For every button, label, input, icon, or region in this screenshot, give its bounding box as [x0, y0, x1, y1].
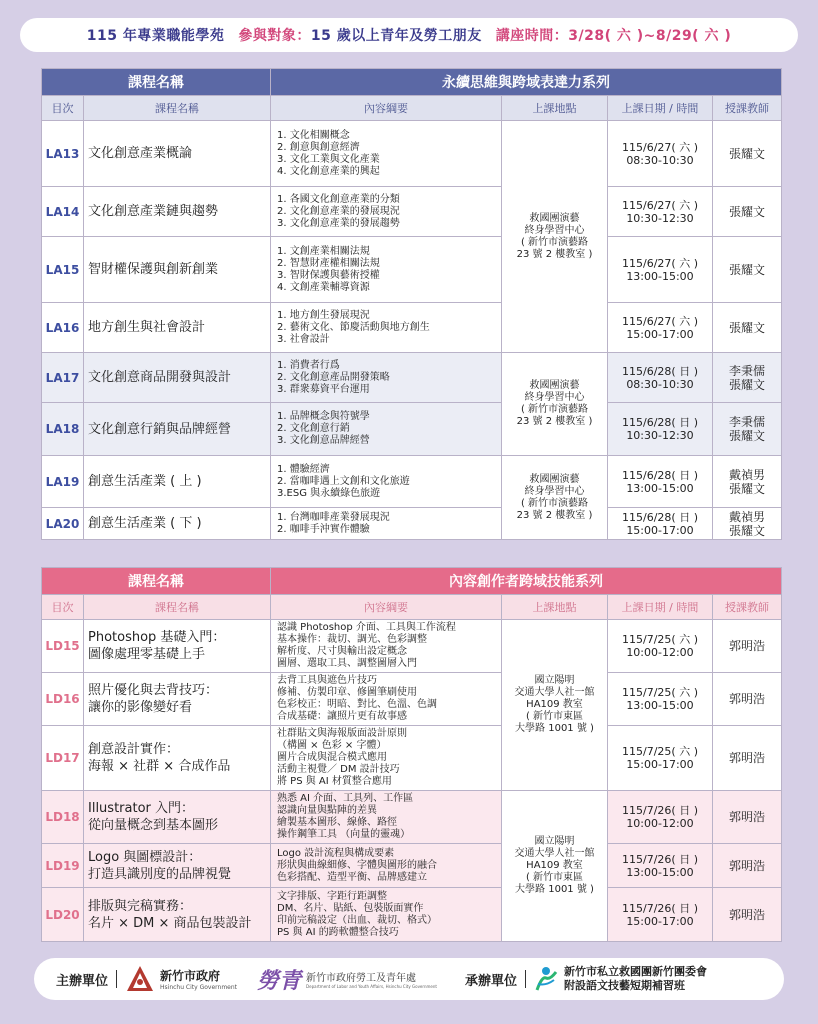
- text-line: 從向量概念到基本圖形: [88, 818, 219, 833]
- course-teacher: 郭明浩: [713, 620, 782, 673]
- course-table-sustainability: [41, 68, 782, 540]
- course-title: 文化創意產業鏈與趨勢: [84, 187, 271, 237]
- text-line: 23 號 2 樓教室 ): [516, 509, 593, 521]
- course-table-content-creator: [41, 567, 782, 942]
- text-line: 張耀文: [728, 146, 765, 161]
- col-index: 目次: [42, 595, 84, 620]
- course-title: 文化創意產業概論: [84, 121, 271, 187]
- text-line: ( 新竹市東區: [525, 711, 584, 722]
- course-datetime: [608, 187, 713, 237]
- table-row: [42, 121, 782, 187]
- course-outline: [271, 121, 502, 187]
- course-code: LD20: [42, 888, 84, 942]
- text-line: Illustrator 入門：: [88, 801, 195, 816]
- course-title: 地方創生與社會設計: [84, 303, 271, 353]
- text-line: 活動主視覺／ DM 設計技巧: [277, 764, 400, 775]
- text-line: Logo 與圖標設計：: [88, 849, 202, 865]
- text-line: 3. 文化工業與文化產業: [277, 153, 380, 165]
- text-line: 圖片合成與混合模式應用: [277, 752, 387, 763]
- course-title: 文化創意行銷與品牌經營: [84, 403, 271, 456]
- course-location: [502, 791, 608, 942]
- course-title: [84, 726, 271, 791]
- text-line: 1. 地方創生發展現況: [277, 309, 370, 321]
- course-title: 文化創意商品開發與設計: [84, 353, 271, 403]
- course-time: 15:00-17:00: [626, 758, 694, 771]
- text-line: 2. 當咖啡遇上文創和文化旅遊: [277, 475, 410, 487]
- text-line: 創意設計實作：: [88, 742, 180, 757]
- text-line: 交通大學人社一館: [514, 848, 595, 859]
- text-line: 救國團演藝: [529, 473, 580, 485]
- text-line: 3. 群衆募資平台運用: [277, 383, 370, 395]
- table-row: [42, 508, 782, 540]
- text-line: 23 號 2 樓教室 ): [516, 248, 593, 260]
- text-line: 文字排版、字距行距調整: [277, 890, 387, 902]
- text-line: 形狀與曲線細修、字體與圖形的融合: [277, 859, 437, 871]
- text-line: 圖層、選取工具、調整圖層入門: [277, 658, 417, 669]
- text-line: 名片 × DM × 商品包裝設計: [88, 915, 252, 931]
- col-location: 上課地點: [502, 96, 608, 121]
- text-line: 印前完稿設定（出血、裁切、格式）: [277, 914, 437, 926]
- series-title: 永續思維與跨域表達力系列: [271, 69, 782, 96]
- course-datetime: [608, 121, 713, 187]
- col-course: 課程名稱: [84, 96, 271, 121]
- course-code: LD15: [42, 620, 84, 673]
- text-line: 打造具識別度的品牌視覺: [88, 866, 232, 882]
- course-outline: [271, 353, 502, 403]
- course-title: 智財權保護與創新創業: [84, 237, 271, 303]
- text-line: PS 與 AI 的跨軟體整合技巧: [277, 926, 399, 938]
- text-line: 4. 文創產業輔導資源: [277, 281, 370, 293]
- text-line: 2. 創意與創意經濟: [277, 141, 360, 153]
- text-line: Photoshop 基礎入門：: [88, 630, 226, 645]
- course-datetime: [608, 888, 713, 942]
- table-row: [42, 791, 782, 844]
- course-datetime: [608, 508, 713, 540]
- audience-text: 15 歲以上青年及勞工朋友: [310, 28, 482, 44]
- text-line: 23 號 2 樓教室 ): [516, 416, 593, 427]
- text-line: 1. 文創產業相關法規: [277, 245, 370, 257]
- course-date: 115/6/27( 六 ): [622, 256, 698, 270]
- course-title: 創意生活產業 ( 上 ): [84, 456, 271, 508]
- course-outline: [271, 726, 502, 791]
- text-line: 1. 各國文化創意產業的分類: [277, 193, 400, 205]
- course-code: LD16: [42, 673, 84, 726]
- course-datetime: [608, 726, 713, 791]
- footer-sponsors: [34, 958, 784, 1000]
- course-code: LA13: [42, 121, 84, 187]
- text-line: 圖像處理零基礎上手: [88, 647, 206, 662]
- text-line: 色彩搭配、造型平衡、品牌感建立: [277, 871, 427, 883]
- course-code: LA19: [42, 456, 84, 508]
- course-outline: [271, 456, 502, 508]
- course-datetime: [608, 353, 713, 403]
- text-line: Logo 設計流程與構成要素: [277, 847, 395, 859]
- course-datetime: [608, 791, 713, 844]
- text-line: 繪製基本圖形、線條、路徑: [277, 817, 397, 828]
- text-line: 色彩校正：明暗、對比、色溫、色調: [277, 699, 437, 710]
- labor-youth-logo: 勞青: [257, 968, 302, 994]
- text-line: 2. 文化創意產品開發策略: [277, 371, 390, 383]
- course-teacher: 郭明浩: [713, 726, 782, 791]
- course-outline: [271, 844, 502, 888]
- col-teacher: 授課教師: [713, 595, 782, 620]
- text-line: （構圖 × 色彩 × 字體）: [277, 740, 387, 751]
- table-row: [42, 888, 782, 942]
- text-line: 國立陽明: [534, 836, 575, 847]
- text-line: ( 新竹市演藝路: [520, 236, 589, 248]
- text-line: 熟悉 AI 介面、工具列、工作區: [277, 793, 414, 804]
- course-code: LA20: [42, 508, 84, 540]
- text-line: 解析度、尺寸與輸出設定概念: [277, 646, 407, 657]
- course-date: 115/6/27( 六 ): [622, 140, 698, 154]
- course-date: 115/6/28( 日 ): [622, 364, 698, 378]
- course-datetime: [608, 237, 713, 303]
- audience-label: 參與對象：: [238, 28, 311, 44]
- table-row: [42, 403, 782, 456]
- course-code: LA15: [42, 237, 84, 303]
- text-line: 3. 文化創意品牌經營: [277, 435, 370, 446]
- course-time: 10:30-12:30: [626, 429, 694, 442]
- table-row: [42, 673, 782, 726]
- time-text: 3/28( 六 )~8/29( 六 ): [568, 28, 732, 44]
- text-line: 社群貼文與海報版面設計原則: [277, 728, 407, 739]
- text-line: 認識向量與點陣的差異: [277, 805, 377, 816]
- text-line: 1. 消費者行爲: [277, 359, 340, 371]
- col-datetime: 上課日期 / 時間: [608, 595, 713, 620]
- text-line: 張耀文: [728, 523, 765, 538]
- text-line: 大學路 1001 號 ): [515, 884, 594, 895]
- text-line: 李秉儒: [728, 363, 765, 378]
- course-time: 15:00-17:00: [626, 914, 694, 928]
- course-teacher: [713, 303, 782, 353]
- text-line: 戴禎男: [728, 509, 765, 524]
- course-code: LA18: [42, 403, 84, 456]
- course-outline: [271, 791, 502, 844]
- group-header: 課程名稱: [42, 69, 271, 96]
- col-index: 目次: [42, 96, 84, 121]
- text-line: 3. 智財保護與藝術授權: [277, 269, 380, 281]
- col-location: 上課地點: [502, 595, 608, 620]
- course-teacher: [713, 237, 782, 303]
- course-time: 10:00-12:00: [626, 646, 694, 659]
- course-title: [84, 791, 271, 844]
- course-title: [84, 888, 271, 942]
- text-line: 2. 文化創意行銷: [277, 423, 350, 434]
- academy-title: 115 年專業職能學苑: [86, 28, 225, 44]
- text-line: 認識 Photoshop 介面、工具與工作流程: [277, 622, 456, 633]
- course-teacher: [713, 456, 782, 508]
- course-teacher: [713, 121, 782, 187]
- text-line: 合成基礎：讓照片更有故事感: [277, 711, 407, 722]
- table-row: [42, 237, 782, 303]
- text-line: ( 新竹市演藝路: [520, 404, 589, 415]
- text-line: HA109 教室: [526, 699, 583, 710]
- text-line: 終身學習中心: [524, 485, 585, 497]
- course-datetime: [608, 844, 713, 888]
- text-line: 張耀文: [728, 262, 765, 277]
- course-date: 115/7/26( 日 ): [622, 852, 698, 866]
- course-date: 115/7/25( 六 ): [622, 633, 698, 646]
- text-line: 讓你的影像變好看: [88, 700, 193, 715]
- hsinchu-city-logo-icon: [125, 964, 155, 994]
- text-line: 操作鋼筆工具 （向量的靈魂）: [277, 829, 411, 840]
- text-line: 終身學習中心: [524, 224, 585, 236]
- course-teacher: 郭明浩: [713, 673, 782, 726]
- course-outline: [271, 303, 502, 353]
- course-location: [502, 353, 608, 456]
- table-row: [42, 620, 782, 673]
- course-code: LA17: [42, 353, 84, 403]
- course-outline: [271, 237, 502, 303]
- text-line: 2. 藝術文化、節慶活動與地方創生: [277, 321, 430, 333]
- course-datetime: [608, 403, 713, 456]
- text-line: 排版與完稿實務：: [88, 898, 193, 914]
- table-row: [42, 726, 782, 791]
- text-line: 海報 × 社群 × 合成作品: [88, 759, 231, 774]
- course-outline: [271, 508, 502, 540]
- text-line: 1. 文化相關概念: [277, 129, 350, 141]
- text-line: 張耀文: [728, 204, 765, 219]
- text-line: 基本操作：裁切、調光、色彩調整: [277, 634, 427, 645]
- course-outline: [271, 888, 502, 942]
- course-teacher: [713, 508, 782, 540]
- cyc-logo-icon: [534, 966, 558, 992]
- text-line: 交通大學人社一館: [514, 687, 595, 698]
- group-header: 課程名稱: [42, 568, 271, 595]
- course-outline: [271, 187, 502, 237]
- text-line: 張耀文: [728, 377, 765, 392]
- text-line: 張耀文: [728, 481, 765, 496]
- course-teacher: [713, 187, 782, 237]
- text-line: 1. 體驗經濟: [277, 463, 330, 475]
- course-time: 13:00-15:00: [626, 699, 694, 712]
- text-line: 救國團演藝: [529, 380, 580, 391]
- host1-name: 新竹市政府: [160, 969, 221, 983]
- course-outline: [271, 403, 502, 456]
- text-line: 1. 品牌概念與符號學: [277, 411, 370, 422]
- text-line: 3. 社會設計: [277, 333, 330, 345]
- text-line: 2. 智慧財產權相關法規: [277, 257, 380, 269]
- divider: [525, 970, 526, 988]
- text-line: HA109 教室: [526, 860, 583, 871]
- text-line: 大學路 1001 號 ): [515, 723, 594, 734]
- course-datetime: [608, 456, 713, 508]
- text-line: 李秉儒: [728, 415, 765, 429]
- course-code: LA14: [42, 187, 84, 237]
- divider: [116, 970, 117, 988]
- course-outline: [271, 620, 502, 673]
- text-line: 去背工具與遮色片技巧: [277, 675, 377, 686]
- course-time: 13:00-15:00: [626, 269, 694, 283]
- table-row: [42, 353, 782, 403]
- text-line: 3.ESG 與永續綠色旅遊: [277, 487, 381, 499]
- organizer-label: 承辦單位: [464, 973, 517, 989]
- course-date: 115/7/26( 日 ): [622, 804, 698, 817]
- course-time: 10:00-12:00: [626, 817, 694, 830]
- time-label: 講座時間：: [495, 28, 569, 44]
- col-course: 課程名稱: [84, 595, 271, 620]
- text-line: 2. 咖啡手沖實作體驗: [277, 523, 370, 535]
- course-teacher: 郭明浩: [713, 791, 782, 844]
- organizer-line1: 新竹市私立救國團新竹團委會: [563, 965, 707, 978]
- course-datetime: [608, 620, 713, 673]
- course-location: [502, 121, 608, 353]
- text-line: 張耀文: [728, 320, 765, 335]
- course-title: [84, 620, 271, 673]
- text-line: 4. 文化創意產業的興起: [277, 165, 380, 177]
- course-title: [84, 673, 271, 726]
- course-time: 13:00-15:00: [626, 865, 694, 879]
- table-row: [42, 187, 782, 237]
- course-date: 115/6/27( 六 ): [622, 198, 698, 212]
- col-content: 內容綱要: [271, 595, 502, 620]
- course-title: 創意生活產業 ( 下 ): [84, 508, 271, 540]
- course-code: LA16: [42, 303, 84, 353]
- course-date: 115/6/27( 六 ): [622, 314, 698, 328]
- course-teacher: 郭明浩: [713, 844, 782, 888]
- course-date: 115/7/26( 日 ): [622, 901, 698, 915]
- text-line: 修補、仿製印章、修圖筆刷使用: [277, 687, 417, 698]
- course-date: 115/6/28( 日 ): [622, 510, 698, 524]
- text-line: 照片優化與去背技巧：: [88, 683, 219, 698]
- course-date: 115/6/28( 日 ): [622, 416, 698, 429]
- course-code: LD18: [42, 791, 84, 844]
- course-datetime: [608, 673, 713, 726]
- course-code: LD17: [42, 726, 84, 791]
- course-location: [502, 620, 608, 791]
- text-line: 將 PS 與 AI 材質整合應用: [277, 776, 392, 787]
- course-datetime: [608, 303, 713, 353]
- course-teacher: 郭明浩: [713, 888, 782, 942]
- text-line: DM、名片、貼紙、包裝版面實作: [277, 902, 424, 914]
- host-label: 主辦單位: [56, 973, 109, 989]
- course-outline: [271, 673, 502, 726]
- col-content: 內容綱要: [271, 96, 502, 121]
- host1-name-en: Hsinchu City Government: [160, 984, 238, 991]
- host2-name-en: Department of Labor and Youth Affairs, Hsinchu City Government: [306, 984, 437, 989]
- course-date: 115/6/28( 日 ): [622, 468, 698, 482]
- course-title: [84, 844, 271, 888]
- series-title: 內容創作者跨域技能系列: [271, 568, 782, 595]
- text-line: 2. 文化創意產業的發展現況: [277, 205, 400, 217]
- course-code: LD19: [42, 844, 84, 888]
- text-line: 張耀文: [728, 429, 765, 443]
- table-row: [42, 844, 782, 888]
- text-line: 3. 文化創意產業的發展趨勢: [277, 217, 400, 229]
- text-line: 1. 台灣咖啡產業發展現況: [277, 511, 390, 523]
- table-row: [42, 303, 782, 353]
- course-location: [502, 456, 608, 540]
- text-line: ( 新竹市東區: [525, 872, 584, 883]
- course-teacher: [713, 353, 782, 403]
- course-time: 08:30-10:30: [626, 153, 694, 167]
- text-line: 救國團演藝: [529, 212, 580, 224]
- organizer-line2: 附設語文技藝短期補習班: [563, 979, 685, 992]
- course-time: 13:00-15:00: [626, 481, 694, 495]
- text-line: 戴禎男: [728, 467, 765, 482]
- col-teacher: 授課教師: [713, 96, 782, 121]
- course-time: 08:30-10:30: [626, 377, 694, 391]
- course-date: 115/7/25( 六 ): [622, 745, 698, 758]
- course-time: 15:00-17:00: [626, 523, 694, 537]
- text-line: ( 新竹市演藝路: [520, 497, 589, 509]
- course-time: 15:00-17:00: [626, 327, 694, 341]
- table-row: [42, 456, 782, 508]
- header-banner: [20, 18, 798, 52]
- host2-name: 新竹市政府勞工及青年處: [306, 973, 417, 984]
- text-line: 終身學習中心: [524, 392, 585, 403]
- course-date: 115/7/25( 六 ): [622, 686, 698, 699]
- text-line: 國立陽明: [534, 675, 575, 686]
- course-teacher: [713, 403, 782, 456]
- course-time: 10:30-12:30: [626, 211, 694, 225]
- col-datetime: 上課日期 / 時間: [608, 96, 713, 121]
